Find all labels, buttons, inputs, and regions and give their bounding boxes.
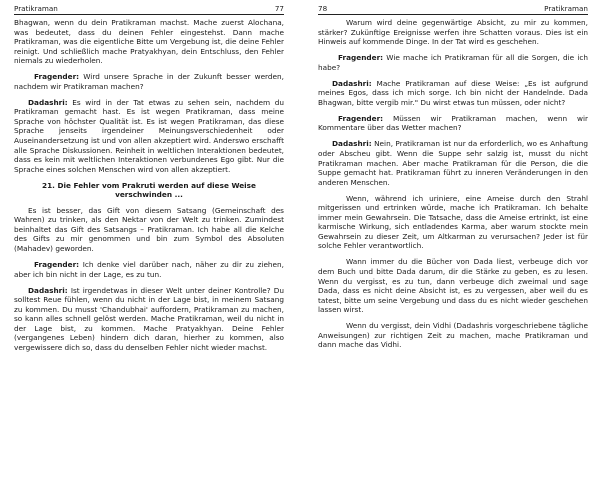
answer	[14, 286, 284, 353]
page-header	[318, 4, 588, 15]
left-page	[14, 4, 284, 359]
running-title: Pratikraman	[544, 4, 588, 13]
speaker-label: Fragender:	[34, 260, 80, 270]
answer	[318, 139, 588, 187]
speaker-label: Dadashri:	[28, 285, 68, 295]
answer-text: Ist irgendetwas in dieser Welt unter deiner Kontrolle? Du solltest Reue fühlen, wenn du nicht in der Lage bist, in meinem Satsang zu kommen. Du musst 'Chandubhai' auffordern, Pratikraman zu machen, so kann alles schnell gelöst werden. Mache Pratikraman, weil du nicht in der Lage bist, zu kommen. Mache Pratyakhyan. Deine Fehler (vergangenes Leben) hindern dich daran, hierher zu kommen, also vergewissere dich so, dass du denselben Fehler nicht wieder machst.	[14, 285, 284, 352]
speaker-label: Dadashri:	[332, 139, 372, 149]
question	[14, 260, 284, 279]
section-heading-line: verschwinden ...	[115, 190, 183, 200]
question-text: Ich denke viel darüber nach, näher zu dir zu ziehen, aber ich bin nicht in der Lage, es zu tun.	[14, 260, 284, 279]
paragraph: Bhagwan, wenn du dein Pratikraman machst. Mache zuerst Alochana, was bedeutet, dass du deinen Fehler eingestehst. Dann mache Pratikraman, was die eigentliche Bitte um Vergebung ist, die deine Fehler reinigt. Und schließlich mache Pratyakhyan, dein Entschluss, den Fehler niemals zu wiederholen.	[14, 18, 284, 66]
speaker-label: Dadashri:	[28, 97, 68, 107]
page-number: 77	[274, 4, 284, 13]
answer	[14, 98, 284, 174]
answer-text: Nein, Pratikraman ist nur da erforderlich, wo es Anhaftung oder Abscheu gibt. Wenn die Suppe sehr salzig ist, musst du nicht Pratikraman machen. Aber mache Pratikraman für die Person, die die Suppe gemacht hat. Pratikraman führt zu inneren Veränderungen in den anderen Menschen.	[318, 139, 588, 187]
speaker-label: Fragender:	[338, 113, 384, 123]
paragraph: Wann immer du die Bücher von Dada liest, verbeuge dich vor dem Buch und bitte Dada darum, dir die Stärke zu geben, es zu lesen. Wenn du vergisst, es zu tun, dann verbeuge dich zweimal und sage Dada, dass es nicht deine Absicht ist, es zu vergessen, aber weil du es tatest, bitte um seine Vergebung und dass du es nicht wieder geschehen lassen wirst.	[318, 257, 588, 315]
question-text: Müssen wir Pratikraman machen, wenn wir Kommentare über das Wetter machen?	[318, 113, 588, 133]
speaker-label: Fragender:	[338, 53, 384, 63]
question	[14, 72, 284, 91]
speaker-label: Fragender:	[34, 72, 80, 82]
page-header	[14, 4, 284, 15]
question-text: Wie mache ich Pratikraman für all die Sorgen, die ich habe?	[318, 53, 588, 72]
speaker-label: Dadashri:	[332, 78, 372, 88]
section-heading	[14, 181, 284, 200]
section-heading-line: 21. Die Fehler vom Prakruti werden auf diese Weise	[42, 180, 256, 190]
running-title: Pratikraman	[14, 4, 58, 13]
question	[318, 114, 588, 133]
paragraph: Warum wird deine gegenwärtige Absicht, zu mir zu kommen, stärker? Zukünftige Ereignisse werfen ihre Schatten voraus. Dies ist ein Hinweis auf kommende Dinge. In der Tat wird es geschehen.	[318, 18, 588, 47]
paragraph: Wenn du vergisst, dein Vidhi (Dadashris vorgeschriebene tägliche Anweisungen) zur richtigen Zeit zu machen, mache Pratikraman und dann mache das Vidhi.	[318, 321, 588, 350]
question	[318, 53, 588, 72]
answer	[318, 79, 588, 108]
right-page	[318, 4, 588, 356]
question-text: Wird unsere Sprache in der Zukunft besser werden, nachdem wir Pratikraman machen?	[14, 72, 284, 91]
answer-text: Mache Pratikraman auf diese Weise: „Es ist aufgrund meines Egos, dass ich mich sorge. Ich bin nicht der Handelnde. Dada Bhagwan, bitte vergib mir." Du wirst etwas tun müssen, oder nicht?	[318, 78, 588, 107]
paragraph: Es ist besser, das Gift von diesem Satsang (Gemeinschaft des Wahren) zu trinken, als den Nektar von der Welt zu trinken. Zumindest beinhaltet das Gift des Satsangs – Pratikraman. Ich habe all die Kelche des Gifts zu mir genommen und bin zum Symbol des Absoluten (Mahadev) geworden.	[14, 205, 284, 253]
answer-text: Es wird in der Tat etwas zu sehen sein, nachdem du Pratikraman gemacht hast. Es ist wegen Pratikraman, dass meine Sprache von höchster Qualität ist. Es ist wegen Pratikraman, das diese Sprache jenseits irgendeiner Meinungsverschiedenheit oder Auseinandersetzung ist und von allen akzeptiert wird. Anderswo erschafft alle Sprache Diskussionen. Reinheit in weltlichen Interaktionen bedeutet, dass es kein mit weltlichen Interaktionen verbundenes Ego gibt. Nur die Sprache eines solchen Menschen wird von allen akzeptiert.	[14, 97, 284, 174]
paragraph: Wenn, während ich uriniere, eine Ameise durch den Strahl mitgerissen und ertrinken würde, mache ich Pratikraman. Ich behalte immer mein Gewahrsein. Die Tatsache, dass die Ameise ertrinkt, ist eine karmische Wirkung, sich entladendes Karma, aber warum stockte mein Gewahrsein zu dieser Zeit, um Altkarman zu verursachen? Jeder ist für solche Fehler verantwortlich.	[318, 193, 588, 251]
page-number: 78	[318, 4, 328, 13]
